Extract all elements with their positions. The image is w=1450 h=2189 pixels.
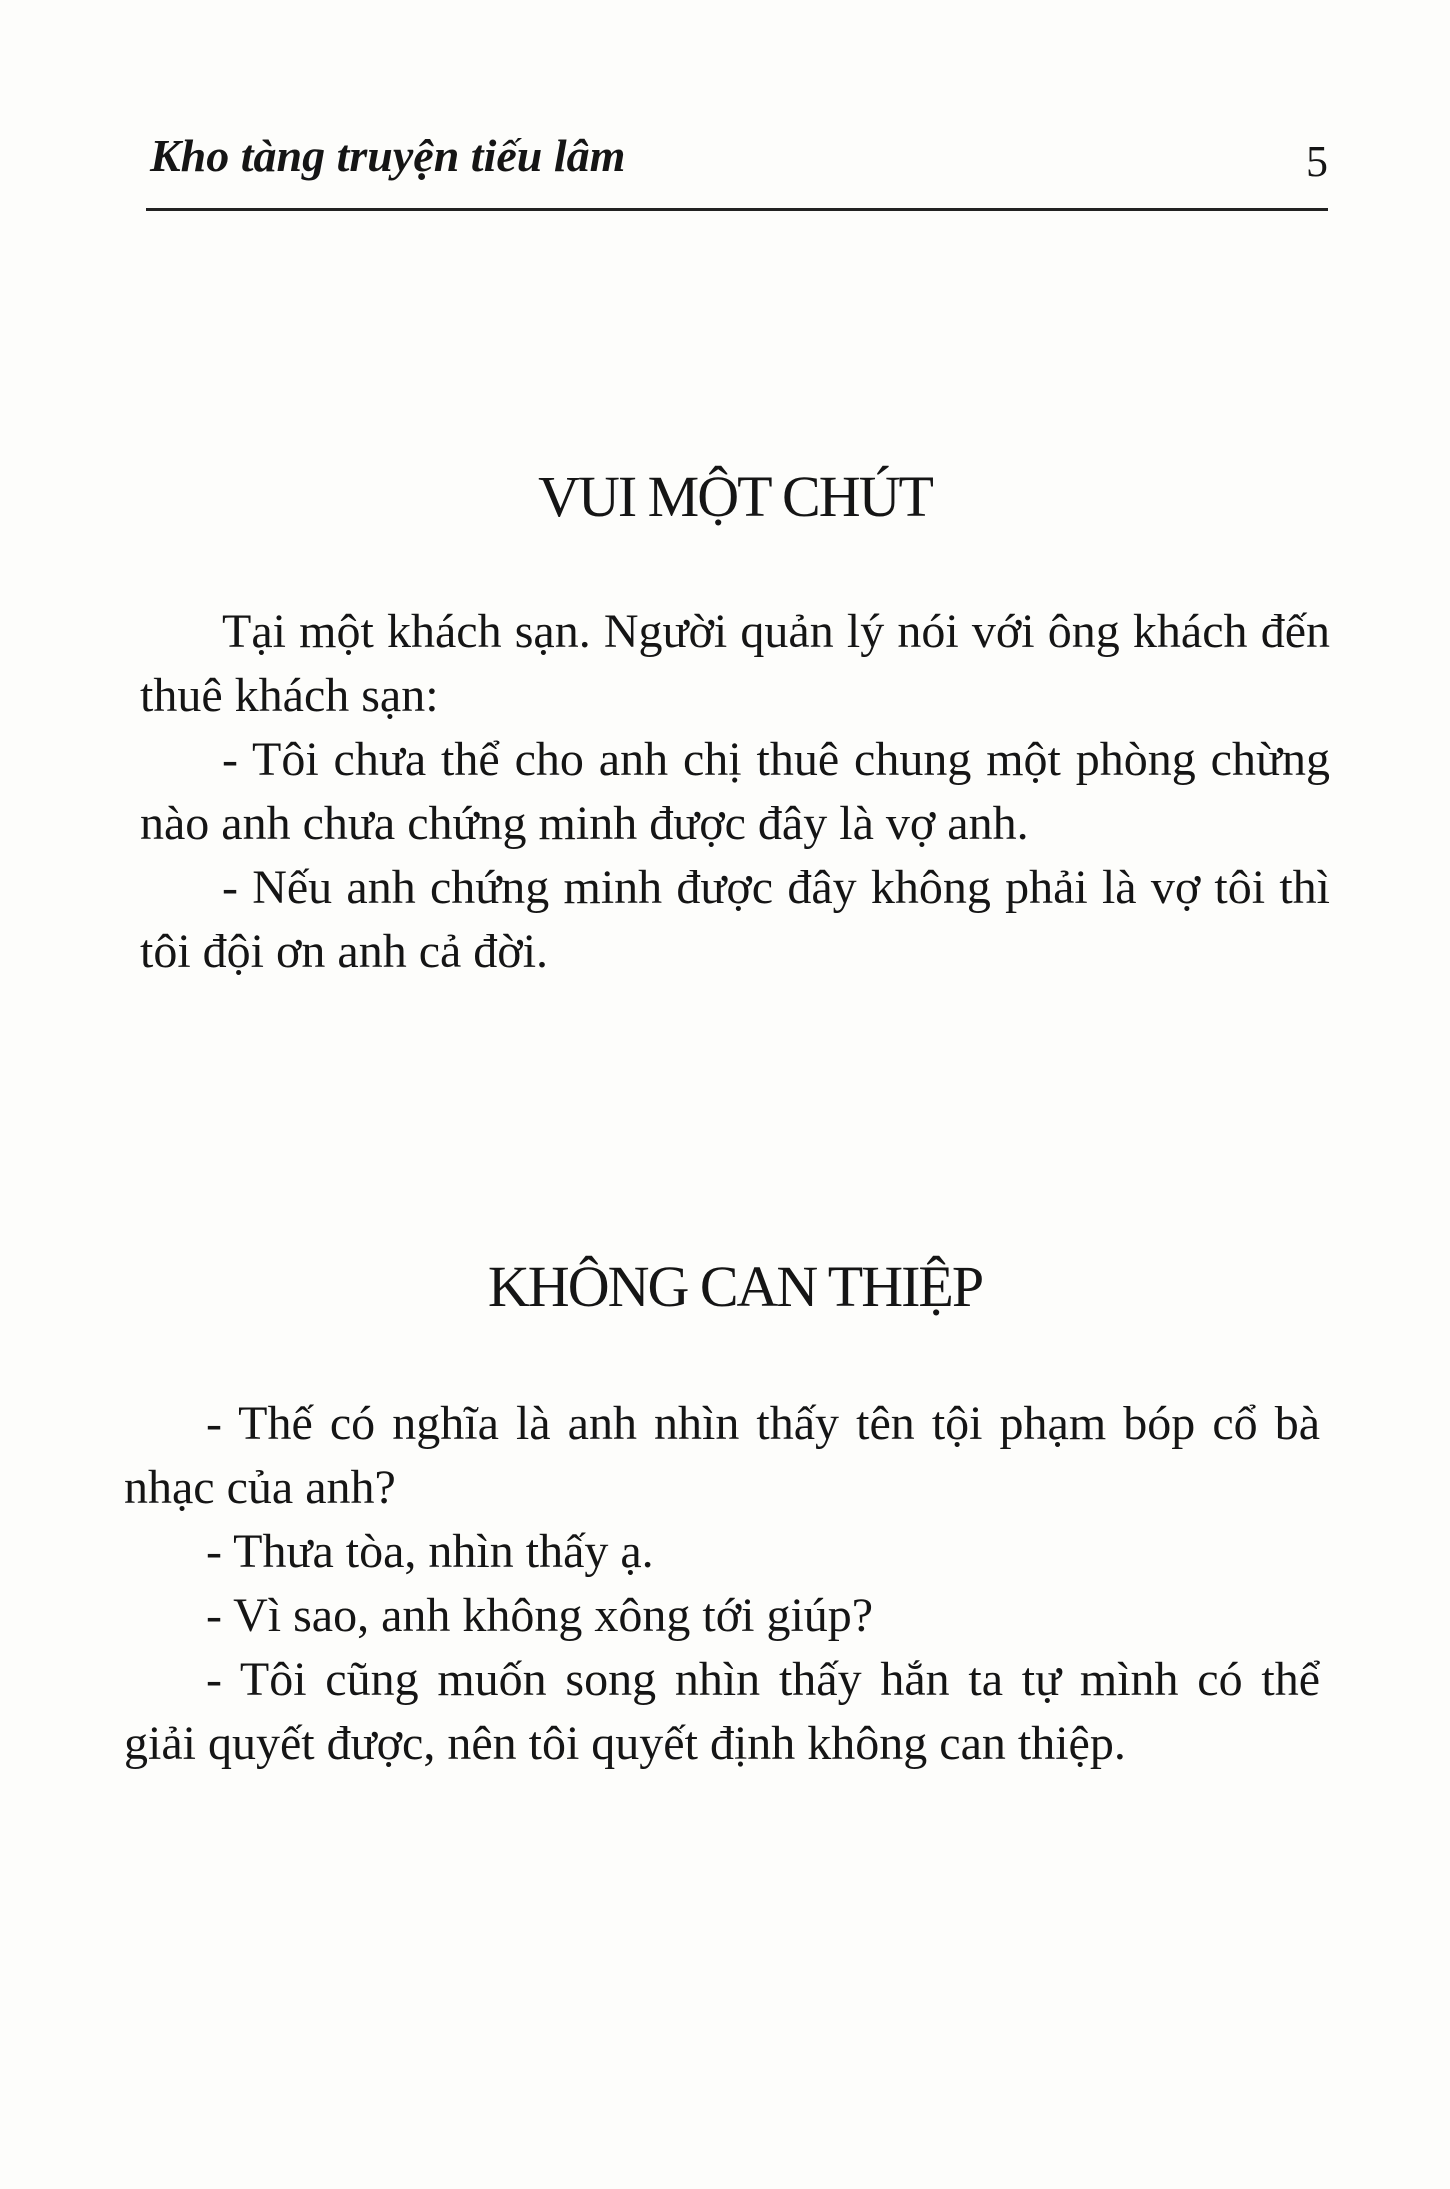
- paragraph: - Tôi chưa thể cho anh chị thuê chung một phòng chừng nào anh chưa chứng minh được đây là vợ anh.: [140, 733, 1330, 850]
- running-title: Kho tàng truyện tiếu lâm: [150, 130, 626, 181]
- story-title-khong-can-thiep: KHÔNG CAN THIỆP: [487, 1254, 983, 1319]
- story-body-vui-mot-chut: [140, 600, 1330, 984]
- paragraph: - Thế có nghĩa là anh nhìn thấy tên tội phạm bóp cổ bà nhạc của anh?: [124, 1397, 1320, 1514]
- page-header: [146, 128, 1328, 211]
- paragraph: - Vì sao, anh không xông tới giúp?: [206, 1589, 874, 1642]
- paragraph: - Tôi cũng muốn song nhìn thấy hắn ta tự mình có thể giải quyết được, nên tôi quyết định không can thiệp.: [124, 1653, 1320, 1770]
- page-number: 5: [1306, 137, 1328, 186]
- paragraph: Tại một khách sạn. Người quản lý nói với ông khách đến thuê khách sạn:: [140, 605, 1330, 722]
- story-title-vui-mot-chut: VUI MỘT CHÚT: [538, 464, 932, 529]
- story-body-khong-can-thiep: [124, 1392, 1320, 1776]
- paragraph: - Thưa tòa, nhìn thấy ạ.: [206, 1525, 654, 1578]
- paragraph: - Nếu anh chứng minh được đây không phải là vợ tôi thì tôi đội ơn anh cả đời.: [140, 861, 1330, 978]
